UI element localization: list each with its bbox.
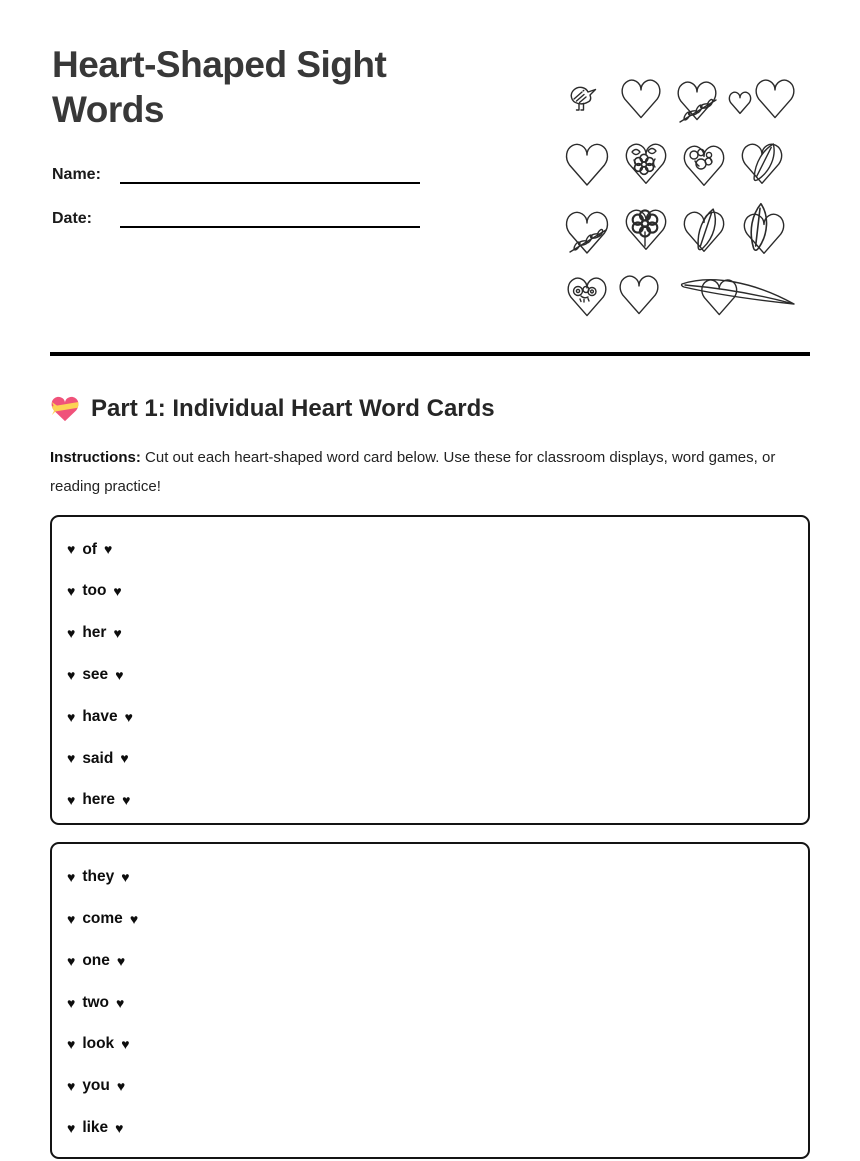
- sight-word: they: [82, 868, 115, 886]
- word-card-row: [67, 582, 793, 600]
- sight-word: have: [82, 707, 118, 725]
- sight-word: her: [82, 624, 107, 642]
- heart-icon: [620, 276, 658, 313]
- word-card-row: [67, 1035, 793, 1053]
- heart-icon: ♥: [67, 910, 76, 927]
- heart-icon: ♥: [67, 994, 76, 1011]
- heart-icon: [567, 144, 608, 185]
- heart-icon: [622, 80, 660, 117]
- heart-with-feather-icon: [684, 207, 723, 252]
- heart-with-leaves-icon: [567, 212, 608, 253]
- instructions-text: Cut out each heart-shaped word card below. Use these for classroom displays, word games, or reading practice!: [50, 449, 776, 496]
- header-right: [554, 40, 810, 318]
- part1-heading-text: Part 1: Individual Heart Word Cards: [91, 394, 495, 422]
- sight-word: one: [82, 951, 110, 969]
- section-divider: [50, 352, 810, 356]
- heart-with-doodle-icon: [568, 278, 606, 315]
- heart-with-feather-icon: [742, 141, 781, 183]
- heart-with-long-feather-icon: [682, 280, 794, 315]
- student-fields: [52, 166, 510, 228]
- name-write-line: [120, 166, 420, 184]
- heart-icon: ♥: [122, 792, 131, 809]
- word-card-row: [67, 624, 793, 642]
- word-card-row: [67, 541, 793, 559]
- word-card-row: [67, 750, 793, 768]
- date-write-line: [120, 210, 420, 228]
- small-heart-icon: [729, 92, 750, 113]
- heart-icon: ♥: [67, 666, 76, 683]
- heart-icon: ♥: [67, 1078, 76, 1095]
- heart-icon: ♥: [67, 583, 76, 600]
- heart-icon: ♥: [121, 869, 130, 886]
- heart-icon: ♥: [67, 952, 76, 969]
- heart-icon: ♥: [103, 541, 113, 558]
- heart-icon: ♥: [115, 1119, 124, 1136]
- word-card-box-2: [50, 842, 810, 1159]
- heart-icon: ♥: [67, 750, 76, 767]
- heart-with-rose-icon: [626, 210, 665, 249]
- heart-icon: ♥: [116, 994, 125, 1011]
- word-card-row: [67, 708, 793, 726]
- sight-word: too: [82, 582, 107, 600]
- sight-word: see: [82, 665, 109, 683]
- heart-icon: [756, 80, 794, 117]
- ornate-heart-icon: [626, 144, 665, 183]
- sight-word: you: [82, 1077, 110, 1095]
- bird-icon: [571, 87, 595, 110]
- heart-icon: ♥: [121, 1036, 130, 1053]
- word-card-row: [67, 791, 793, 809]
- page-title: Heart-Shaped Sight Words: [52, 44, 387, 131]
- heart-icon: ♥: [67, 1036, 76, 1053]
- word-card-row: [67, 1119, 793, 1137]
- instructions: [50, 443, 810, 502]
- word-card-row: [67, 910, 793, 928]
- heart-icon: ♥: [120, 750, 129, 767]
- sight-word: look: [82, 1035, 115, 1053]
- sight-word: of: [82, 540, 97, 558]
- hearts-doodle-illustration: [554, 66, 804, 318]
- heart-icon: ♥: [129, 910, 139, 927]
- heart-icon: ♥: [116, 1078, 126, 1095]
- heart-icon: ♥: [67, 792, 76, 809]
- header-left: [50, 40, 510, 318]
- header: [50, 40, 810, 318]
- word-card-row: [67, 994, 793, 1012]
- heart-icon: ♥: [115, 666, 124, 683]
- heart-with-feather-icon: [744, 203, 783, 253]
- heart-icon: ♥: [67, 541, 76, 558]
- heart-icon: ♥: [67, 625, 76, 642]
- name-label: Name:: [52, 166, 101, 184]
- heart-icon: ♥: [67, 1119, 76, 1136]
- heart-with-ribbon-emoji-icon: [50, 394, 80, 423]
- date-field-row: [52, 210, 510, 228]
- sight-word: two: [82, 993, 109, 1011]
- sight-word: said: [82, 749, 114, 767]
- word-card-box-1: [50, 515, 810, 826]
- word-card-row: [67, 666, 793, 684]
- heart-icon: ♥: [67, 869, 76, 886]
- word-card-row: [67, 1077, 793, 1095]
- heart-with-leaves-icon: [678, 82, 716, 122]
- sight-word: like: [82, 1119, 109, 1137]
- heart-with-flowers-icon: [684, 146, 723, 185]
- word-card-row: [67, 952, 793, 970]
- sight-word: come: [82, 910, 123, 927]
- date-label: Date:: [52, 210, 93, 228]
- word-card-row: [67, 868, 793, 886]
- heart-icon: ♥: [116, 952, 126, 969]
- heart-icon: ♥: [113, 583, 122, 600]
- heart-icon: ♥: [113, 625, 122, 642]
- name-field-row: [52, 166, 510, 184]
- part1-heading: [50, 394, 810, 423]
- heart-icon: ♥: [67, 708, 76, 725]
- instructions-label: Instructions:: [50, 449, 141, 466]
- sight-word: here: [82, 791, 116, 809]
- heart-icon: ♥: [124, 708, 133, 725]
